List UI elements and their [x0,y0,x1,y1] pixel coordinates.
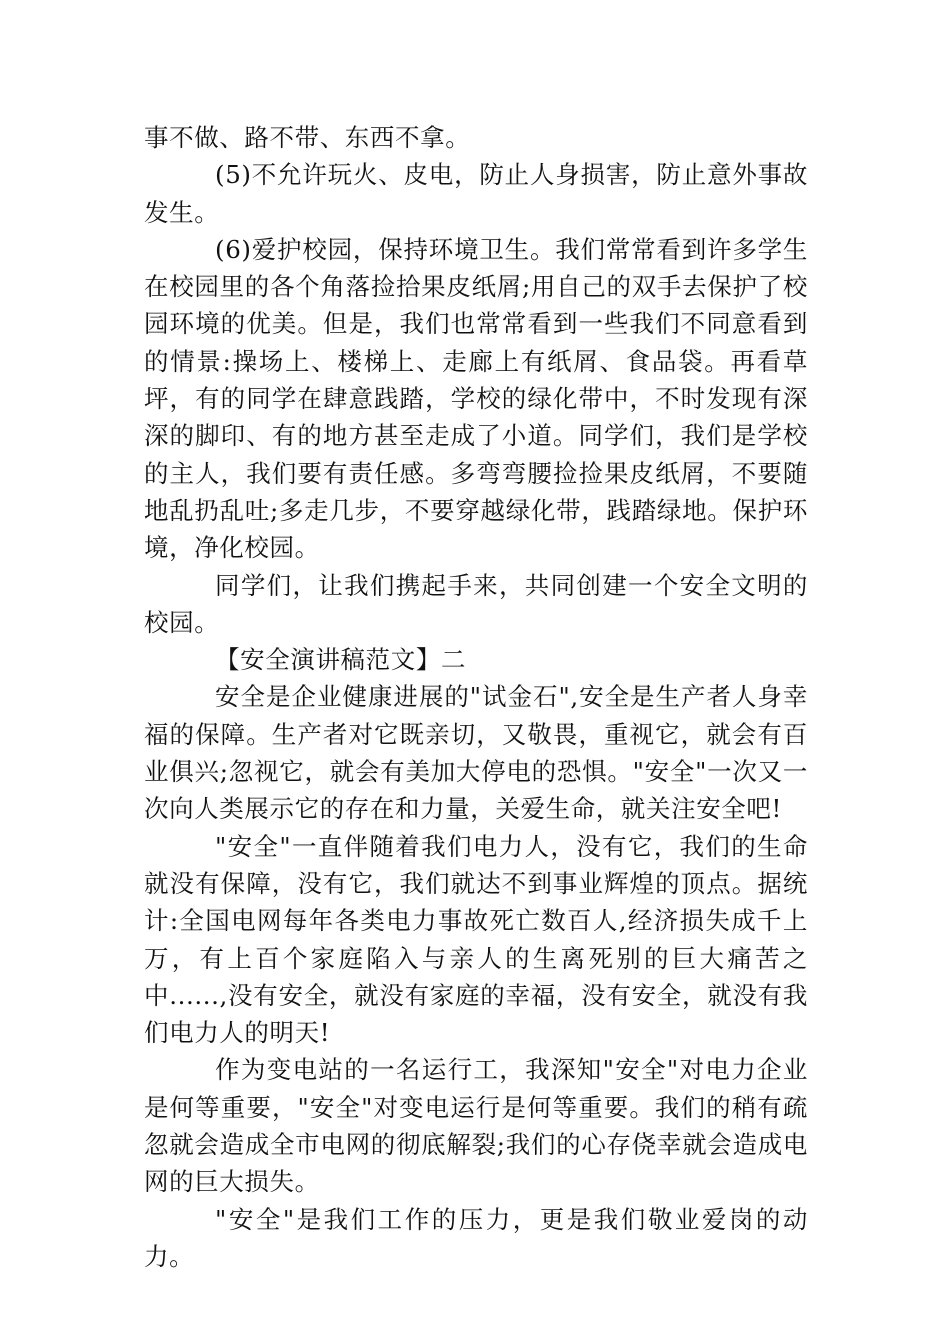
document-body [144,119,808,1275]
paragraph-safety-statistics: "安全"一直伴随着我们电力人，没有它，我们的生命就没有保障，没有它，我们就达不到事业辉煌的顶点。据统计:全国电网每年各类电力事故死亡数百人,经济损失成千上万，有上百个家庭陷入与亲人的生离死别的巨大痛苦之中......,没有安全，就没有家庭的幸福，没有安全，就没有我们电力人的明天! [144,831,808,1048]
paragraph-safety-motivation: "安全"是我们工作的压力，更是我们敬业爱岗的动力。 [144,1204,808,1271]
paragraph-safety-intro: 安全是企业健康进展的"试金石",安全是生产者人身幸福的保障。生产者对它既亲切，又敬畏，重视它，就会有百业俱兴;忽视它，就会有美加大停电的恐惧。"安全"一次又一次向人类展示它的存在和力量，关爱生命，就关注安全吧! [144,682,808,824]
paragraph-rule-6: (6)爱护校园，保持环境卫生。我们常常看到许多学生在校园里的各个角落捡拾果皮纸屑;用自己的双手去保护了校园环境的优美。但是，我们也常常看到一些我们不同意看到的情景:操场上、楼梯上、走廊上有纸屑、食品袋。再看草坪，有的同学在肆意践踏，学校的绿化带中，不时发现有深深的脚印、有的地方甚至走成了小道。同学们，我们是学校的主人，我们要有责任感。多弯弯腰捡捡果皮纸屑，不要随地乱扔乱吐;多走几步，不要穿越绿化带，践踏绿地。保护环境，净化校园。 [144,234,808,563]
paragraph-rule-5: (5)不允许玩火、皮电，防止人身损害，防止意外事故发生。 [144,160,808,227]
paragraph-substation-operator: 作为变电站的一名运行工，我深知"安全"对电力企业是何等重要，"安全"对变电运行是何等重要。我们的稍有疏忽就会造成全市电网的彻底解裂;我们的心存侥幸就会造成电网的巨大损失。 [144,1055,808,1197]
section-heading: 【安全演讲稿范文】二 [215,645,467,675]
paragraph-continuation: 事不做、路不带、东西不拿。 [144,123,471,152]
paragraph-closing-call: 同学们，让我们携起手来，共同创建一个安全文明的校园。 [144,570,808,637]
